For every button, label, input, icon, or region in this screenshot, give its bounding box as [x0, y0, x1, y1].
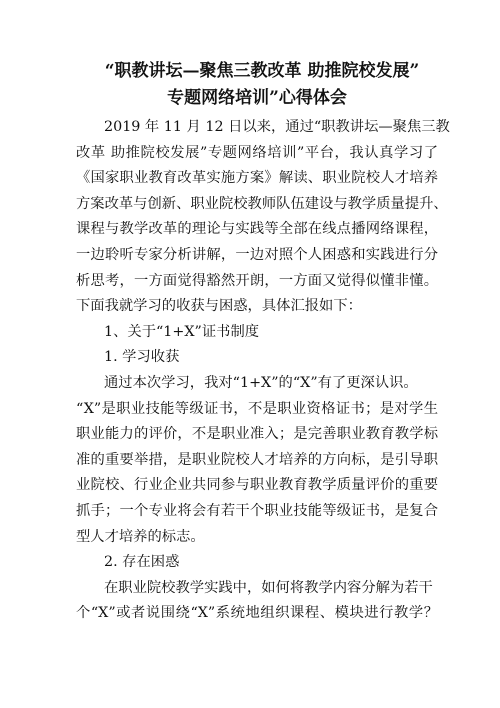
paragraph-line: 抓手；一个专业将会有若干个职业技能等级证书，是复合	[76, 502, 438, 519]
paragraph-line: “X”是职业技能等级证书，不是职业资格证书；是对学生	[76, 400, 438, 417]
subsection-heading-1-1: 1. 学习收获	[104, 349, 180, 366]
paragraph-line: 个“X”或者说围绕“X”系统地组织课程、模块进行教学？	[76, 605, 438, 622]
paragraph-gains	[76, 371, 438, 550]
paragraph-line: 2019 年 11 月 12 日以来，通过“职教讲坛—聚焦三教	[104, 119, 450, 135]
paragraph-line: 方案改革与创新、职业院校教师队伍建设与教学质量提升、	[76, 195, 448, 212]
document-title-line-2: 专题网络培训”心得体会	[167, 88, 347, 108]
paragraph-line: 型人才培养的标志。	[76, 528, 205, 545]
paragraph-line: 一边聆听专家分析讲解，一边对照个人困惑和实践进行分	[76, 246, 438, 263]
paragraph-line: 课程与教学改革的理论与实践等全部在线点播网络课程，	[76, 221, 438, 238]
paragraph-line: 《国家职业教育改革实施方案》解读、职业院校人才培养	[76, 170, 438, 187]
subsection-heading-1-2: 2. 存在困惑	[104, 554, 180, 571]
paragraph-line: 下面我就学习的收获与困惑，具体汇报如下：	[76, 298, 362, 315]
paragraph-line: 业院校、行业企业共同参与职业教育教学质量评价的重要	[76, 477, 438, 494]
paragraph-line: 通过本次学习，我对“1+X”的“X”有了更深认识。	[104, 374, 418, 391]
paragraph-line: 在职业院校教学实践中，如何将教学内容分解为若干	[104, 579, 433, 596]
paragraph-line: 准的重要举措，是职业院校人才培养的方向标，是引导职	[76, 451, 438, 468]
paragraph-line: 职业能力的评价，不是职业准入；是完善职业教育教学标	[76, 426, 438, 443]
paragraph-line: 改革 助推院校发展”专题网络培训”平台，我认真学习了	[76, 144, 438, 161]
section-heading-1: 1、关于“1+X”证书制度	[104, 323, 260, 340]
document-title-line-1: “职教讲坛—聚焦三教改革 助推院校发展”	[104, 61, 420, 81]
paragraph-confusion	[76, 576, 438, 627]
paragraph-intro	[76, 115, 450, 320]
paragraph-line: 析思考，一方面觉得豁然开朗，一方面又觉得似懂非懂。	[76, 272, 438, 289]
